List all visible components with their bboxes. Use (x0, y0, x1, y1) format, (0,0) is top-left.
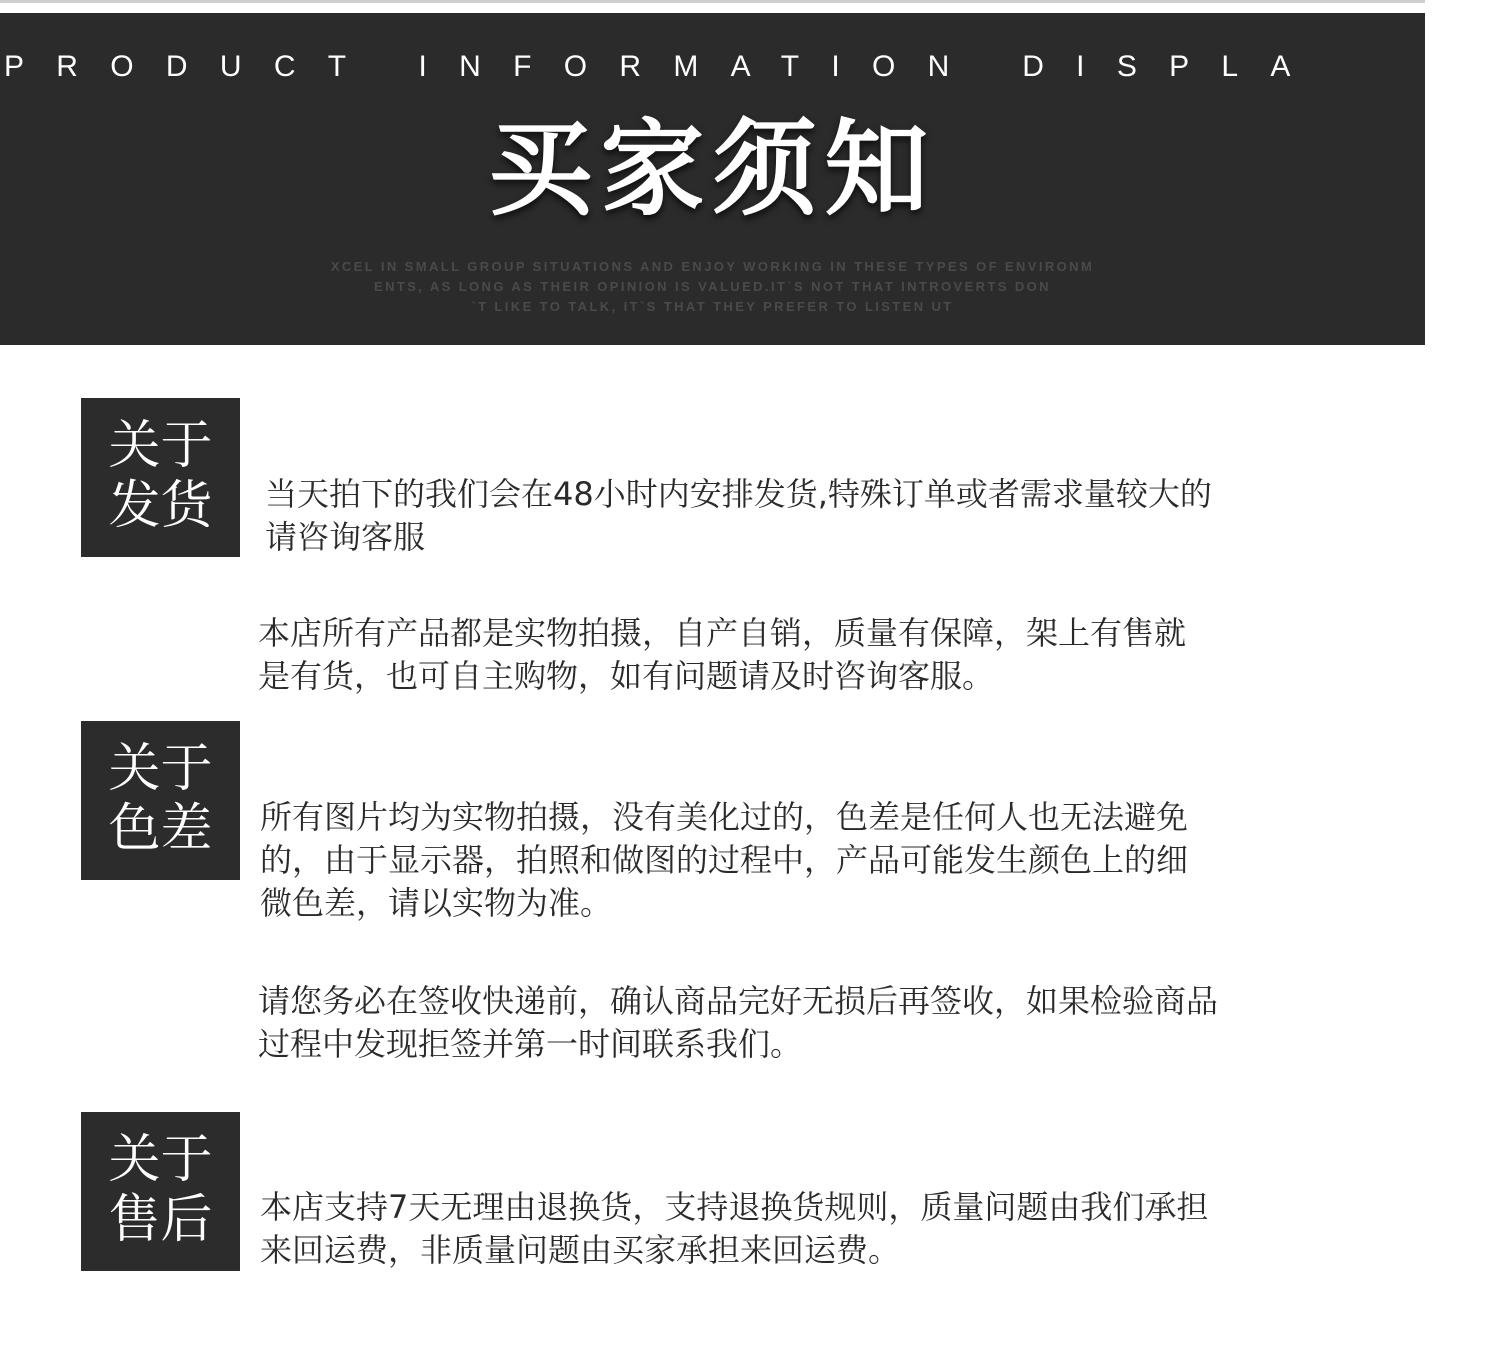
paragraph-line: 过程中发现拒签并第一时间联系我们。 (258, 1025, 803, 1063)
shipping-label-box (81, 398, 240, 557)
header-banner (0, 13, 1425, 345)
paragraph-line: 请您务必在签收快递前，确认商品完好无损后再签收，如果检验商品 (258, 982, 1219, 1020)
color-difference-label-box (81, 721, 240, 880)
paragraph-line: 本店支持7天无理由退换货，支持退换货规则，质量问题由我们承担 (260, 1188, 1209, 1226)
banner-filler-line: `T LIKE TO TALK, IT`S THAT THEY PREFER TO LISTEN UT (471, 299, 954, 314)
paragraph-line: 微色差，请以实物为准。 (260, 884, 613, 922)
section-label-line: 发货 (108, 476, 213, 536)
authenticity-paragraph (258, 612, 1186, 698)
section-label-line: 色差 (108, 799, 213, 859)
paragraph-line: 来回运费，非质量问题由买家承担来回运费。 (260, 1231, 901, 1269)
paragraph-line: 所有图片均为实物拍摄，没有美化过的，色差是任何人也无法避免 (260, 798, 1189, 836)
paragraph-line: 请咨询客服 (265, 518, 426, 556)
paragraph-line: 本店所有产品都是实物拍摄，自产自销，质量有保障，架上有售就 (258, 614, 1187, 652)
after-sales-label-box (81, 1112, 240, 1271)
top-divider (0, 0, 1425, 3)
paragraph-line: 当天拍下的我们会在48小时内安排发货,特殊订单或者需求量较大的 (265, 475, 1212, 513)
section-label-line: 售后 (108, 1190, 213, 1250)
banner-filler-line: XCEL IN SMALL GROUP SITUATIONS AND ENJOY WORKING IN THESE TYPES OF ENVIRONM (330, 259, 1095, 274)
section-label-line: 关于 (108, 1130, 213, 1190)
after-sales-paragraph (260, 1186, 1208, 1272)
banner-filler-line: ENTS, AS LONG AS THEIR OPINION IS VALUED.IT`S NOT THAT INTROVERTS DON (374, 279, 1051, 294)
paragraph-line: 的，由于显示器，拍照和做图的过程中，产品可能发生颜色上的细 (260, 841, 1189, 879)
section-label-line: 关于 (108, 739, 213, 799)
color-difference-paragraph (260, 796, 1188, 925)
shipping-paragraph (265, 473, 1212, 559)
banner-caption: PRODUCT INFORMATION DISPLA (4, 50, 1323, 83)
paragraph-line: 是有货，也可自主购物，如有问题请及时咨询客服。 (258, 657, 995, 695)
section-label-line: 关于 (108, 416, 213, 476)
delivery-check-paragraph (258, 980, 1218, 1066)
page-title: 买家须知 (488, 108, 937, 230)
banner-filler-text (0, 257, 1425, 317)
